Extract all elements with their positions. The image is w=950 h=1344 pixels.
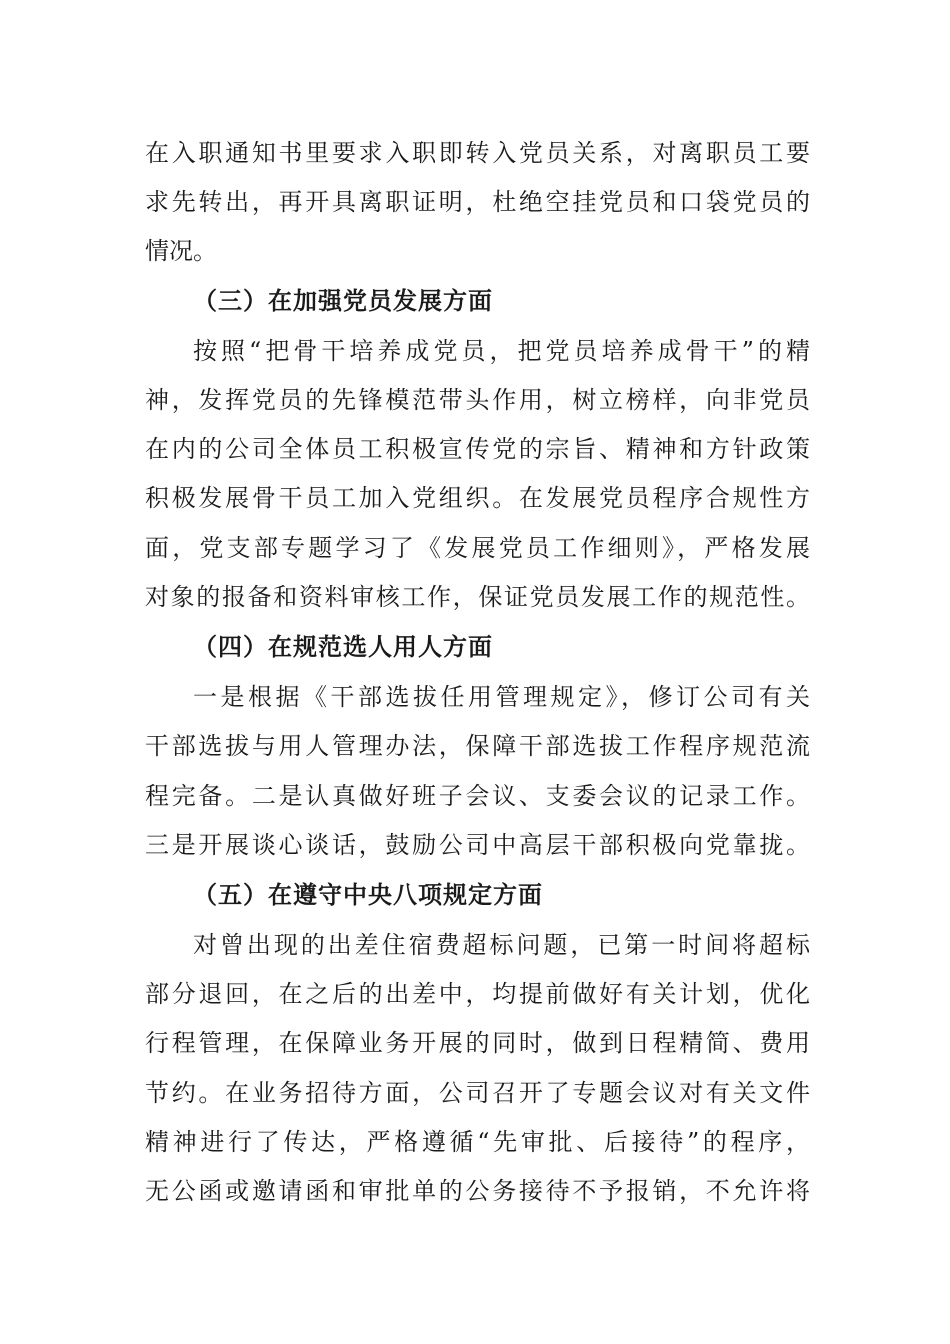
paragraph-line: 求先转出，再开具离职证明，杜绝空挂党员和口袋党员的 (145, 188, 810, 216)
paragraph-line: 部分退回，在之后的出差中，均提前做好有关计划，优化 (145, 980, 810, 1008)
paragraph-line: 神，发挥党员的先锋模范带头作用，树立榜样，向非党员 (145, 386, 810, 414)
paragraph-line: 按照“把骨干培养成党员，把党员培养成骨干”的精 (193, 337, 810, 365)
paragraph-line: 节约。在业务招待方面，公司召开了专题会议对有关文件 (145, 1079, 810, 1107)
section-heading: （四）在规范选人用人方面 (193, 632, 493, 661)
paragraph-line: 干部选拔与用人管理办法，保障干部选拔工作程序规范流 (145, 732, 810, 760)
paragraph-line: 无公函或邀请函和审批单的公务接待不予报销，不允许将 (145, 1177, 810, 1205)
paragraph-line: 程完备。二是认真做好班子会议、支委会议的记录工作。 (145, 782, 810, 810)
paragraph-line: 行程管理，在保障业务开展的同时，做到日程精简、费用 (145, 1029, 810, 1057)
paragraph-line: 三是开展谈心谈话，鼓励公司中高层干部积极向党靠拢。 (145, 831, 810, 859)
section-heading: （三）在加强党员发展方面 (193, 286, 493, 315)
paragraph-line: 在内的公司全体员工积极宣传党的宗旨、精神和方针政策 (145, 435, 810, 463)
paragraph-line: 一是根据《干部选拔任用管理规定》，修订公司有关 (193, 683, 810, 711)
paragraph-line: 精神进行了传达，严格遵循“先审批、后接待”的程序， (145, 1128, 810, 1156)
paragraph-line: 积极发展骨干员工加入党组织。在发展党员程序合规性方 (145, 484, 810, 512)
paragraph-line: 对象的报备和资料审核工作，保证党员发展工作的规范性。 (145, 583, 810, 611)
paragraph-line: 在入职通知书里要求入职即转入党员关系，对离职员工要 (145, 139, 810, 167)
section-heading: （五）在遵守中央八项规定方面 (193, 880, 543, 909)
paragraph-line: 面，党支部专题学习了《发展党员工作细则》，严格发展 (145, 534, 810, 562)
paragraph-line: 情况。 (145, 237, 217, 265)
paragraph-line: 对曾出现的出差住宿费超标问题，已第一时间将超标 (193, 931, 810, 959)
